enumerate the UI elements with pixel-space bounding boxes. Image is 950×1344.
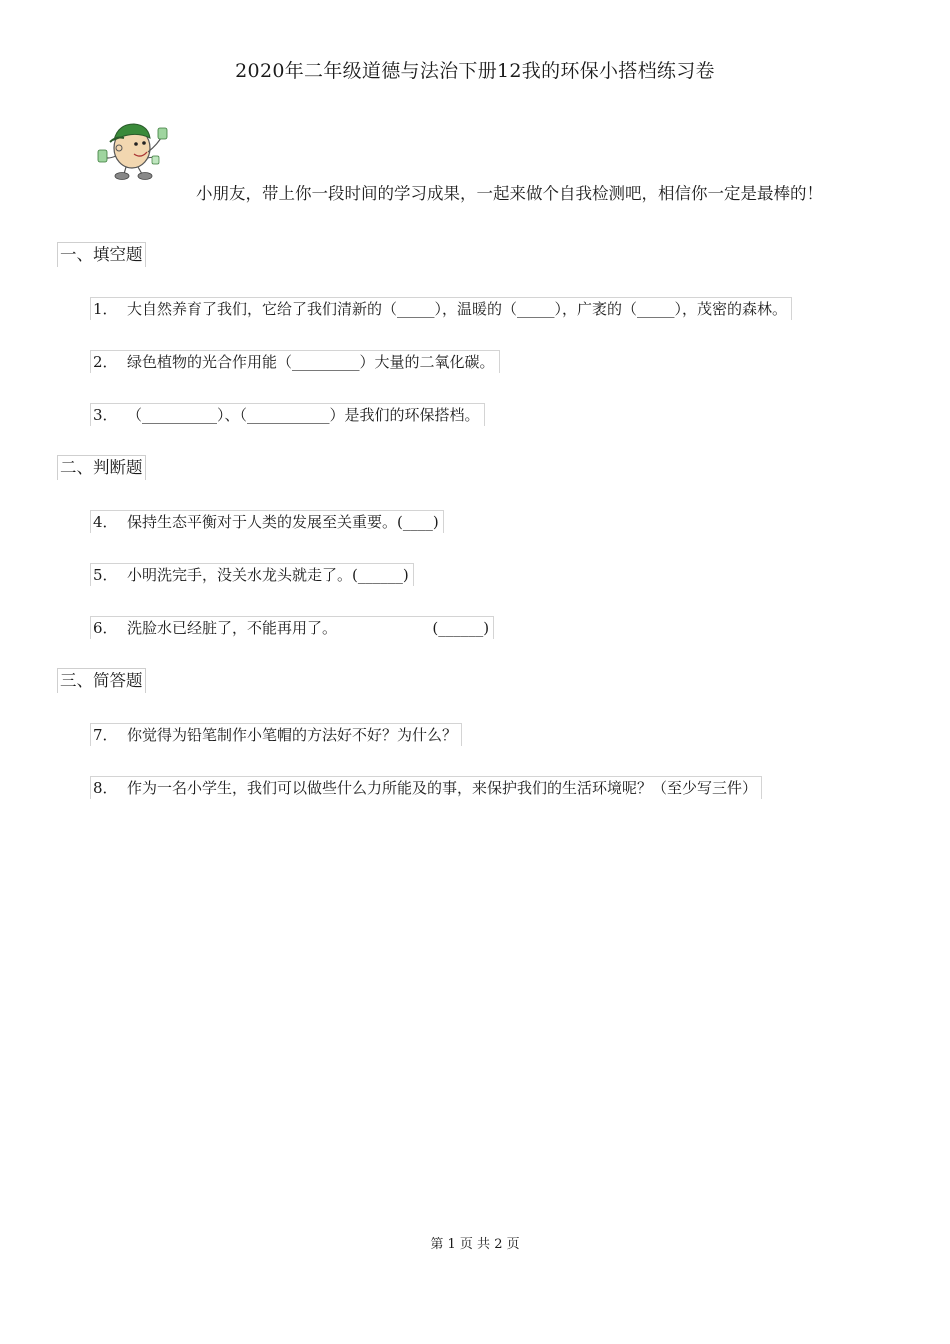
question-4: [90, 510, 444, 533]
question-text: 洗脸水已经脏了，不能再用了。 (______): [127, 619, 490, 637]
question-number: 7．: [93, 726, 118, 744]
page-footer: 第 1 页 共 2 页: [430, 1237, 520, 1252]
question-number: 6．: [93, 619, 118, 637]
question-number: 2．: [93, 353, 118, 371]
question-text: 你觉得为铅笔制作小笔帽的方法好不好？为什么？: [127, 726, 458, 744]
question-text: 保持生态平衡对于人类的发展至关重要。(____): [127, 513, 439, 531]
question-8: [90, 776, 762, 799]
intro-text: 小朋友，带上你一段时间的学习成果，一起来做个自我检测吧，相信你一定是最棒的！: [196, 184, 823, 203]
question-text: （__________）、（___________）是我们的环保搭档。: [127, 406, 480, 424]
question-text: 作为一名小学生，我们可以做些什么力所能及的事，来保护我们的生活环境呢？（至少写三件）: [127, 779, 758, 797]
question-number: 8．: [93, 779, 118, 797]
question-2: [90, 350, 500, 373]
section-fill-in-blank: 一、填空题: [57, 242, 146, 267]
question-number: 5．: [93, 566, 118, 584]
cartoon-boy-mascot-icon: [96, 112, 172, 184]
question-1: [90, 297, 792, 320]
question-text: 小明洗完手，没关水龙头就走了。(______): [127, 566, 409, 584]
page-title: 2020年二年级道德与法治下册12我的环保小搭档练习卷: [235, 60, 715, 82]
question-5: [90, 563, 414, 586]
question-number: 4．: [93, 513, 118, 531]
section-short-answer: 三、简答题: [57, 668, 146, 693]
question-3: [90, 403, 485, 426]
question-text: 绿色植物的光合作用能（_________）大量的二氧化碳。: [127, 353, 495, 371]
question-text: 大自然养育了我们，它给了我们清新的（_____），温暖的（_____），广袤的（_____），茂密的森林。: [127, 300, 788, 318]
question-7: [90, 723, 462, 746]
question-number: 3．: [93, 406, 118, 424]
question-number: 1．: [93, 300, 118, 318]
section-true-false: 二、判断题: [57, 455, 146, 480]
question-6: [90, 616, 494, 639]
